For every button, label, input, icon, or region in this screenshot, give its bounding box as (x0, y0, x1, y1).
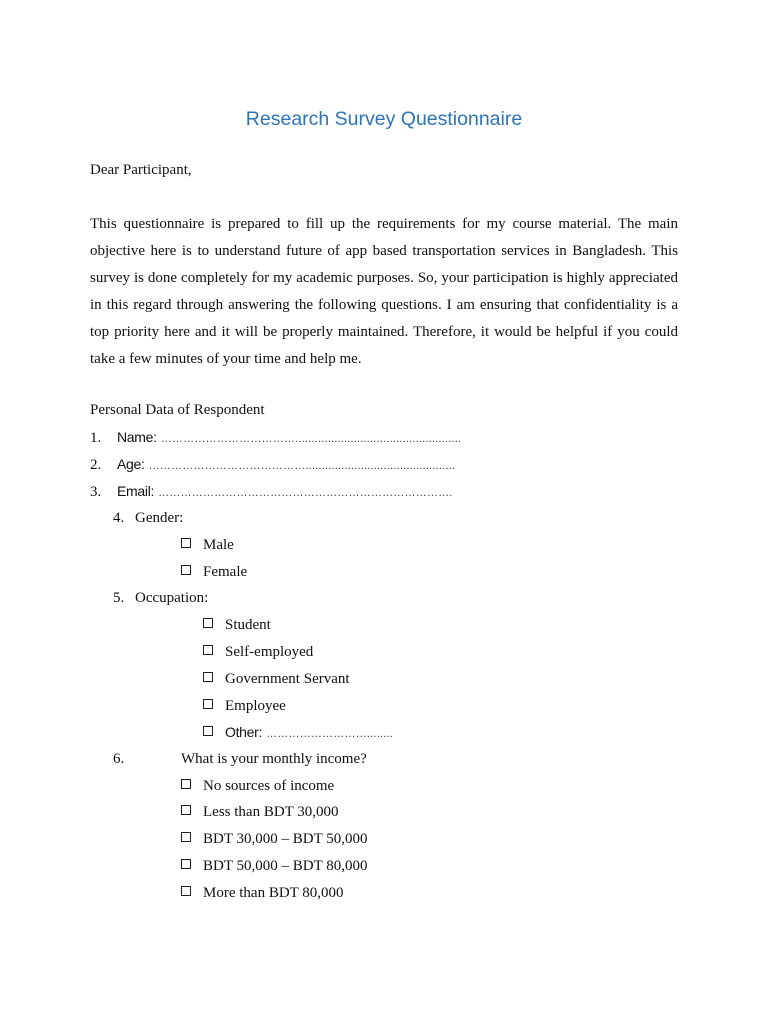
age-dotted-line[interactable]: …………………………………….............................................. (148, 460, 456, 472)
option-label: Employee (225, 698, 286, 714)
salutation: Dear Participant, (90, 162, 192, 178)
option-label: Female (203, 564, 248, 580)
checkbox-icon[interactable] (203, 699, 213, 709)
email-dotted-line[interactable]: ……………………………………………………………………. (158, 487, 453, 499)
occupation-option-student[interactable] (203, 617, 271, 634)
option-label: Other: (225, 724, 263, 740)
gender-option-female[interactable] (181, 564, 247, 581)
checkbox-icon[interactable] (203, 672, 213, 682)
option-label: Government Servant (225, 671, 350, 687)
intro-line: survey is done completely for my academic purposes. So, your participation is highly appreciated (90, 270, 678, 286)
field-number: 1. (90, 430, 102, 446)
income-option[interactable] (181, 831, 367, 848)
age-field[interactable] (90, 456, 455, 474)
checkbox-icon[interactable] (181, 538, 191, 548)
checkbox-icon[interactable] (181, 779, 191, 789)
occupation-option-government-servant[interactable] (203, 671, 350, 688)
gender-option-male[interactable] (181, 537, 234, 554)
question-number: 4. (113, 510, 125, 526)
option-label: Self-employed (225, 644, 314, 660)
question-number: 5. (113, 590, 125, 606)
occupation-option-other[interactable] (203, 724, 393, 742)
checkbox-icon[interactable] (181, 886, 191, 896)
name-label: Name: (117, 429, 157, 445)
income-option[interactable] (181, 804, 339, 821)
field-number: 3. (90, 484, 102, 500)
income-label: What is your monthly income? (181, 751, 367, 767)
option-label: Less than BDT 30,000 (203, 804, 339, 820)
income-option[interactable] (181, 778, 334, 795)
occupation-option-employee[interactable] (203, 698, 286, 715)
option-label: More than BDT 80,000 (203, 885, 344, 901)
checkbox-icon[interactable] (203, 726, 213, 736)
intro-line: This questionnaire is prepared to fill up the requirements for my course material. The main (90, 216, 678, 232)
intro-line: take a few minutes of your time and help me. (90, 351, 362, 367)
email-label: Email: (117, 483, 155, 499)
intro-line: objective here is to understand future of app based transportation services in Bangladesh. This (90, 243, 678, 259)
intro-paragraph (90, 211, 678, 373)
option-label: BDT 50,000 – BDT 80,000 (203, 858, 368, 874)
option-label: No sources of income (203, 778, 335, 794)
occupation-label: Occupation: (135, 590, 209, 606)
intro-line: in this regard through answering the following questions. I am ensuring that confidentiality is a (90, 297, 678, 313)
field-number: 2. (90, 457, 102, 473)
checkbox-icon[interactable] (203, 618, 213, 628)
option-label: Student (225, 617, 271, 633)
email-field[interactable] (90, 483, 453, 501)
occupation-question (113, 590, 208, 607)
option-label: Male (203, 537, 234, 553)
name-field[interactable] (90, 429, 461, 447)
option-label: BDT 30,000 – BDT 50,000 (203, 831, 368, 847)
occupation-option-self-employed[interactable] (203, 644, 313, 661)
question-number: 6. (113, 751, 125, 767)
gender-question (113, 510, 183, 527)
document-title: Research Survey Questionnaire (245, 108, 523, 130)
checkbox-icon[interactable] (181, 565, 191, 575)
section-heading: Personal Data of Respondent (90, 402, 265, 418)
intro-line: top priority here and it will be properly maintained. Therefore, it would be helpful if you could (90, 324, 678, 340)
gender-label: Gender: (135, 510, 184, 526)
other-dotted-line[interactable]: ………………………........ (266, 728, 393, 740)
checkbox-icon[interactable] (203, 645, 213, 655)
age-label: Age: (117, 456, 145, 472)
checkbox-icon[interactable] (181, 805, 191, 815)
income-option[interactable] (181, 858, 367, 875)
name-dotted-line[interactable]: ………………………………................................................... (160, 433, 462, 445)
income-question (113, 751, 367, 768)
checkbox-icon[interactable] (181, 859, 191, 869)
income-option[interactable] (181, 885, 344, 902)
checkbox-icon[interactable] (181, 832, 191, 842)
